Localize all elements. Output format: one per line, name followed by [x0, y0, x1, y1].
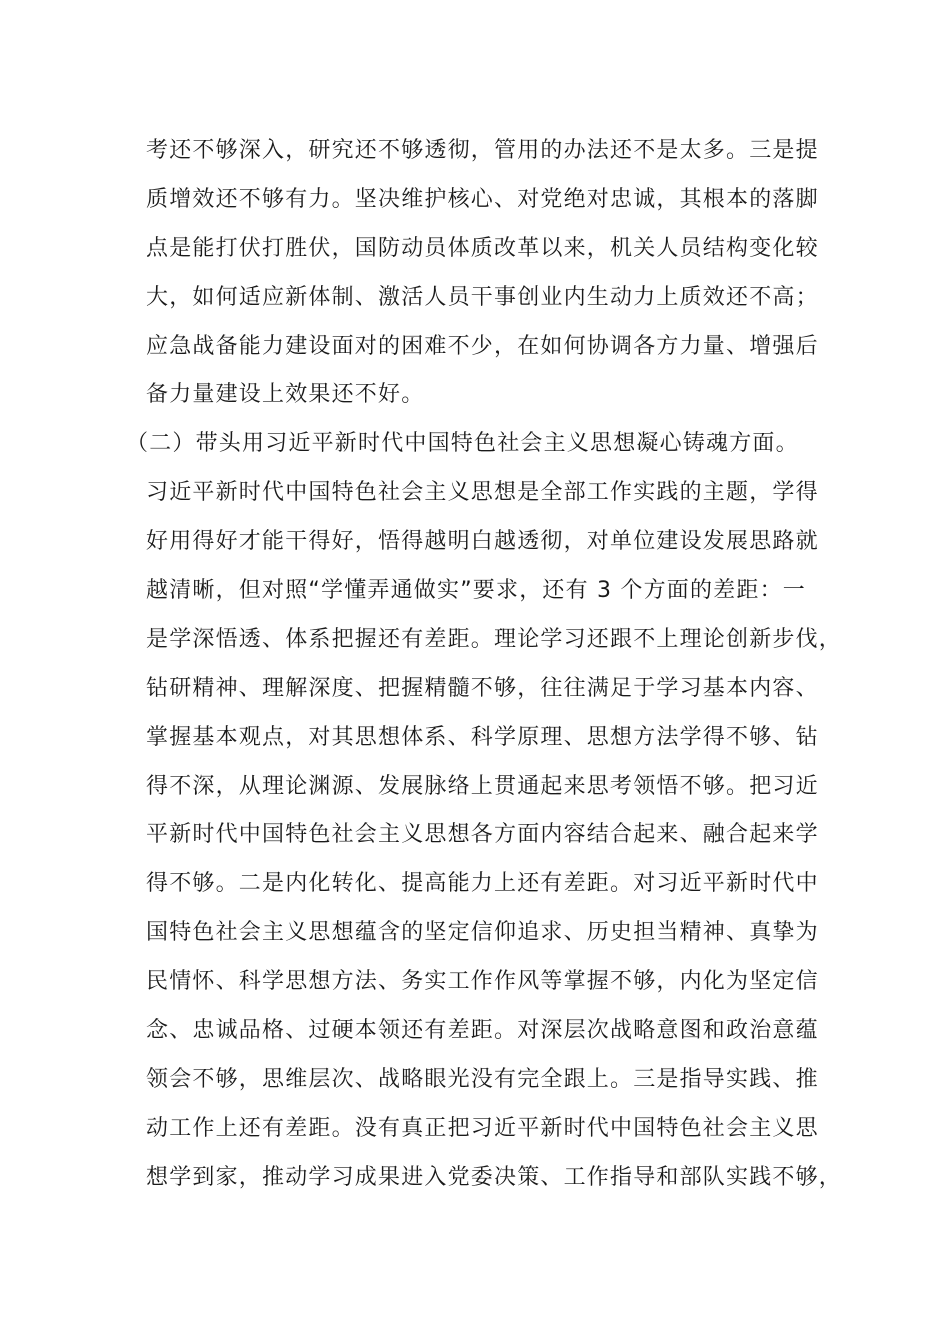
text-line: 得不够。二是内化转化、提高能力上还有差距。对习近平新时代中 [146, 871, 819, 897]
text-line: 质增效还不够有力。坚决维护核心、对党绝对忠诚，其根本的落脚 [146, 186, 819, 212]
text-line: 想学到家，推动学习成果进入党委决策、工作指导和部队实践不够， [146, 1164, 843, 1190]
text-line: 越清晰，但对照“学懂弄通做实”要求，还有 3 个方面的差距：一 [146, 578, 806, 604]
text-line: 备力量建设上效果还不好。 [146, 382, 425, 408]
text-line: 习近平新时代中国特色社会主义思想是全部工作实践的主题，学得 [146, 480, 819, 506]
text-line: 是学深悟透、体系把握还有差距。理论学习还跟不上理论创新步伐， [146, 626, 843, 652]
text-line: 应急战备能力建设面对的困难不少，在如何协调各方力量、增强后 [146, 333, 819, 359]
text-line: 动工作上还有差距。没有真正把习近平新时代中国特色社会主义思 [146, 1115, 819, 1141]
text-line: 点是能打伏打胜伏，国防动员体质改革以来，机关人员结构变化较 [146, 235, 819, 261]
text-line: 钻研精神、理解深度、把握精髓不够，往往满足于学习基本内容、 [146, 675, 819, 701]
text-line: 念、忠诚品格、过硬本领还有差距。对深层次战略意图和政治意蕴 [146, 1018, 819, 1044]
text-line: 国特色社会主义思想蕴含的坚定信仰追求、历史担当精神、真挚为 [146, 920, 819, 946]
text-line: 领会不够，思维层次、战略眼光没有完全跟上。三是指导实践、推 [146, 1066, 819, 1092]
text-line: 考还不够深入，研究还不够透彻，管用的办法还不是太多。三是提 [146, 138, 819, 163]
text-line: 得不深，从理论渊源、发展脉络上贯通起来思考领悟不够。把习近 [146, 773, 819, 799]
text-line: 好用得好才能干得好，悟得越明白越透彻，对单位建设发展思路就 [146, 529, 819, 555]
section-heading: （二）带头用习近平新时代中国特色社会主义思想凝心铸魂方面。 [126, 431, 799, 457]
text-line: 大，如何适应新体制、激活人员干事创业内生动力上质效还不高； [146, 284, 819, 310]
text-line: 掌握基本观点，对其思想体系、科学原理、思想方法学得不够、钻 [146, 724, 819, 750]
text-line: 民情怀、科学思想方法、务实工作作风等掌握不够，内化为坚定信 [146, 969, 819, 995]
text-line: 平新时代中国特色社会主义思想各方面内容结合起来、融合起来学 [146, 822, 819, 848]
body-text [126, 127, 843, 1203]
